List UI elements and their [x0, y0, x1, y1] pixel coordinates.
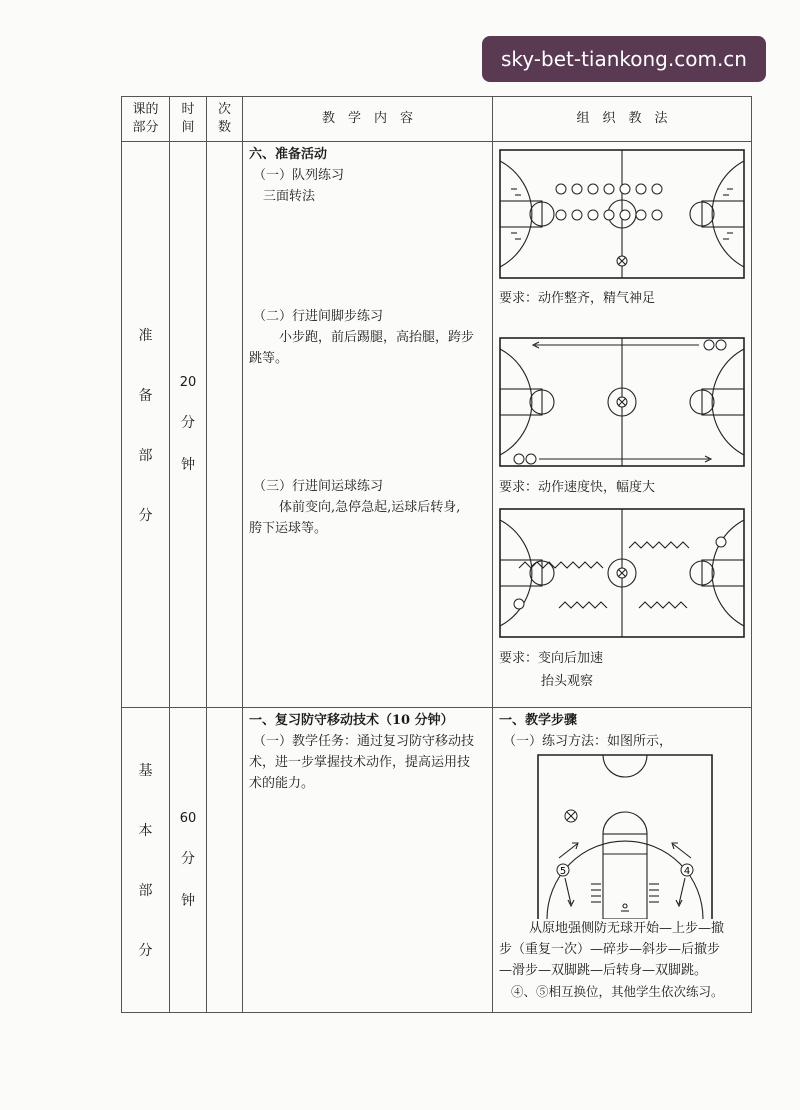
basic-steps-title: 一、教学步骤: [499, 713, 578, 728]
prep-time-cell: 20 分 钟: [170, 142, 207, 708]
basic-desc-2: 步（重复一次）—碎步—斜步—后撤步: [499, 942, 721, 957]
prep-s1-title: （一）队列练习: [253, 168, 345, 183]
coach-marker-icon: [617, 256, 627, 266]
court-diagram-2: [499, 337, 745, 467]
basic-method-cell: [493, 708, 752, 1013]
player-markers: [556, 184, 662, 220]
header-count: 次 数: [207, 97, 243, 142]
coach-marker-icon: [565, 810, 577, 822]
basic-task-1: （一）教学任务：通过复习防守移动技: [253, 734, 475, 749]
header-method: 组 织 教 法: [493, 97, 752, 142]
prep-method-cell: [493, 142, 752, 708]
prep-req-2: 要求：动作速度快，幅度大: [499, 480, 656, 495]
player-5-label: 5: [559, 866, 567, 877]
basic-task-2: 术，进一步掌握技术动作，提高运用技: [249, 755, 471, 770]
prep-count-cell: [207, 142, 243, 708]
basic-desc-1: 从原地强侧防无球开始—上步—撤: [529, 921, 725, 936]
prep-part-cell: 准 备 部 分: [122, 142, 170, 708]
basic-task-3: 术的能力。: [249, 776, 315, 791]
prep-content-cell: [243, 142, 493, 708]
basic-method-title: （一）练习方法：如图所示，: [503, 734, 673, 749]
basic-time-cell: 60 分 钟: [170, 708, 207, 1013]
defense-drill-diagram: [537, 754, 713, 919]
prep-s2-text2: 跳等。: [249, 351, 289, 366]
court-diagram-3: [499, 508, 745, 638]
court-diagram-1: [499, 149, 745, 279]
basic-title: 一、复习防守移动技术（10 分钟）: [249, 713, 454, 728]
prep-s2-text1: 小步跑，前后踢腿，高抬腿，跨步: [279, 330, 475, 345]
prep-s2-title: （二）行进间脚步练习: [253, 309, 384, 324]
table-header-row: [122, 97, 752, 142]
basic-desc-4: ④、⑤相互换位，其他学生依次练习。: [511, 984, 724, 999]
prep-title: 六、准备活动: [249, 147, 328, 162]
prep-req-1: 要求：动作整齐，精气神足: [499, 291, 656, 306]
prep-req-3b: 抬头观察: [541, 674, 594, 689]
basic-row: [122, 708, 752, 1013]
prep-s3-title: （三）行进间运球练习: [253, 479, 384, 494]
basic-desc-3: —滑步—双脚跳—后转身—双脚跳。: [499, 963, 708, 978]
header-content: 教 学 内 容: [243, 97, 493, 142]
lesson-plan-table: [121, 96, 752, 1013]
prep-row: [122, 142, 752, 708]
player-4-label: 4: [683, 866, 691, 877]
prep-s3-text2: 胯下运球等。: [249, 521, 328, 536]
basic-content-cell: [243, 708, 493, 1013]
prep-req-3a: 要求：变向后加速: [499, 651, 604, 666]
basic-count-cell: [207, 708, 243, 1013]
watermark-badge: sky-bet-tiankong.com.cn: [482, 36, 766, 82]
prep-s3-text1: 体前变向,急停急起,运球后转身,: [279, 500, 461, 515]
header-part: 课的 部分: [122, 97, 170, 142]
basic-part-cell: 基 本 部 分: [122, 708, 170, 1013]
header-time: 时 间: [170, 97, 207, 142]
prep-s1-text: 三面转法: [263, 189, 316, 204]
